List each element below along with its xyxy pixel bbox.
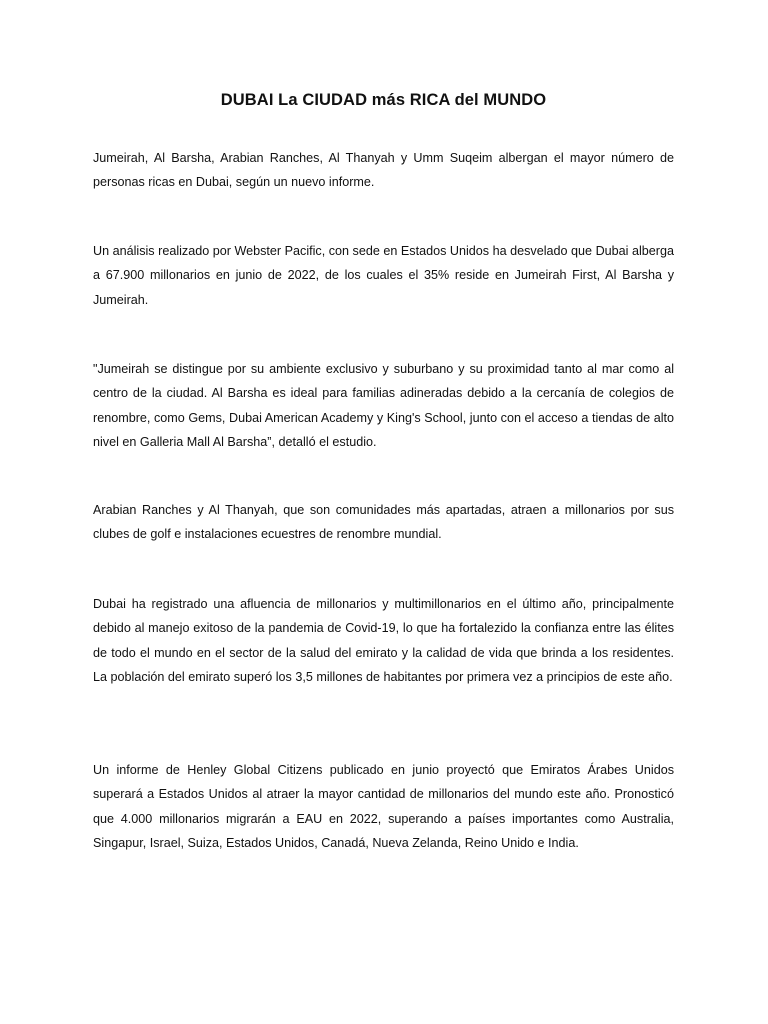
paragraph-webster-analysis: Un análisis realizado por Webster Pacific, con sede en Estados Unidos ha desvelado que Dubai alberga a 67.900 millonarios en junio de 2022, de los cuales el 35% reside en Jumeirah First, Al Barsha y Jumeirah. (93, 244, 674, 307)
paragraph-henley-report: Un informe de Henley Global Citizens publicado en junio proyectó que Emiratos Árabes Unidos superará a Estados Unidos al atraer la mayor cantidad de millonarios del mundo este año. Pronosticó que 4.000 millonarios migrarán a EAU en 2022, superando a países importantes como Australia, Singapur, Israel, Suiza, Estados Unidos, Canadá, Nueva Zelanda, Reino Unido e India. (93, 763, 674, 851)
paragraph-intro: Jumeirah, Al Barsha, Arabian Ranches, Al Thanyah y Umm Suqeim albergan el mayor número de personas ricas en Dubai, según un nuevo informe. (93, 151, 674, 190)
paragraph-arabian-ranches: Arabian Ranches y Al Thanyah, que son comunidades más apartadas, atraen a millonarios por sus clubes de golf e instalaciones ecuestres de renombre mundial. (93, 503, 674, 542)
paragraph-millionaire-influx: Dubai ha registrado una afluencia de millonarios y multimillonarios en el último año, principalmente debido al manejo exitoso de la pandemia de Covid-19, lo que ha fortalezido la confianza entre las élites de todo el mundo en el sector de la salud del emirato y la calidad de vida que brinda a los residentes. La población del emirato superó los 3,5 millones de habitantes por primera vez a principios de este año. (93, 597, 674, 685)
document-title: DUBAI La CIUDAD más RICA del MUNDO (220, 91, 547, 109)
paragraph-jumeirah-quote: "Jumeirah se distingue por su ambiente exclusivo y suburbano y su proximidad tanto al mar como al centro de la ciudad. Al Barsha es ideal para familias adineradas debido a la cercanía de colegios de renombre, como Gems, Dubai American Academy y King's School, junto con el acceso a tiendas de alto nivel en Galleria Mall Al Barsha”, detalló el estudio. (93, 362, 674, 450)
